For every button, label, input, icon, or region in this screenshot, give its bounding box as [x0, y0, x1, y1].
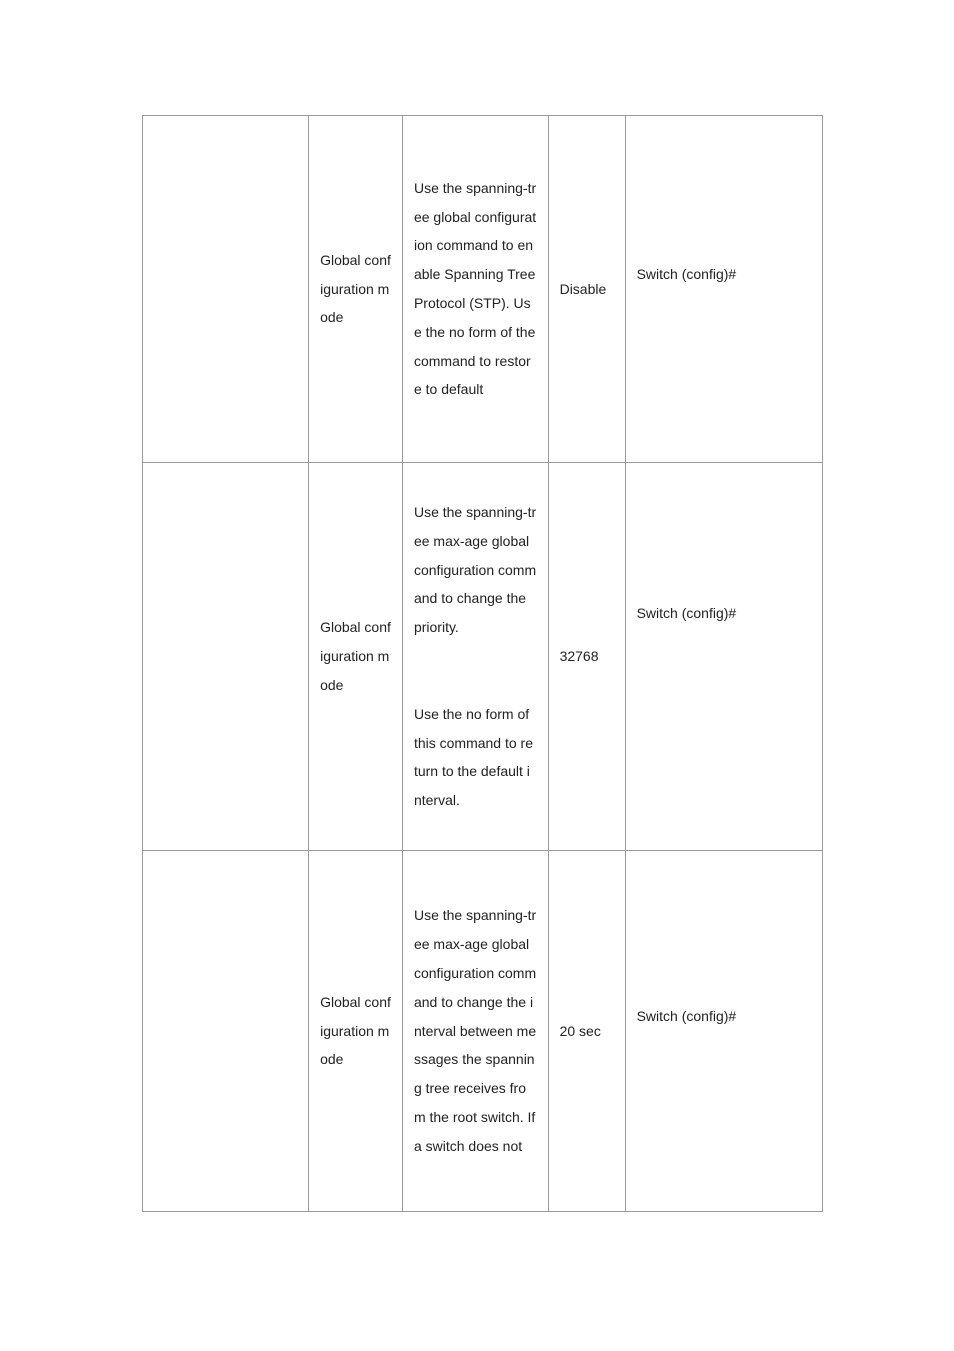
- table-row: [143, 116, 823, 463]
- mode-text: Global configuration mode: [320, 251, 391, 326]
- mode-cell: [309, 463, 403, 851]
- command-cell: [143, 463, 309, 851]
- command-reference-table: [142, 115, 823, 1212]
- mode-text: Global configuration mode: [320, 993, 391, 1068]
- description-cell: [402, 116, 548, 463]
- command-cell: [143, 851, 309, 1212]
- prompt-cell: [625, 116, 822, 463]
- mode-text: Global configuration mode: [320, 619, 391, 693]
- description-paragraph: Use the no form of this command to return to the default interval.: [413, 705, 534, 809]
- default-cell: 20 sec: [548, 851, 625, 1212]
- mode-cell: [309, 851, 403, 1212]
- default-cell: Disable: [548, 116, 625, 463]
- mode-cell: [309, 116, 403, 463]
- description-paragraph: Use the spanning-tree max-age global configuration command to change the priority.: [413, 503, 537, 636]
- default-cell: 32768: [548, 463, 625, 851]
- description-cell: [402, 851, 548, 1212]
- description-cell: [402, 463, 548, 851]
- paragraph-gap: [414, 642, 537, 700]
- table-row: [143, 851, 823, 1212]
- prompt-text: Switch (config)#: [636, 1008, 737, 1024]
- prompt-text: Switch (config)#: [636, 604, 737, 621]
- description-paragraph: Use the spanning-tree max-age global configuration command to change the interval between messages the spanning tree receives from the root switch. If a switch does not: [413, 907, 537, 1154]
- description-wrap: [414, 901, 537, 1160]
- command-cell: [143, 116, 309, 463]
- prompt-text: Switch (config)#: [636, 266, 737, 282]
- prompt-cell: [625, 463, 822, 851]
- table-row: [143, 463, 823, 851]
- prompt-cell: [625, 851, 822, 1212]
- description-paragraph: Use the spanning-tree global configuration command to enable Spanning Tree Protocol (STP). Use the no form of the command to restore to default: [413, 179, 537, 398]
